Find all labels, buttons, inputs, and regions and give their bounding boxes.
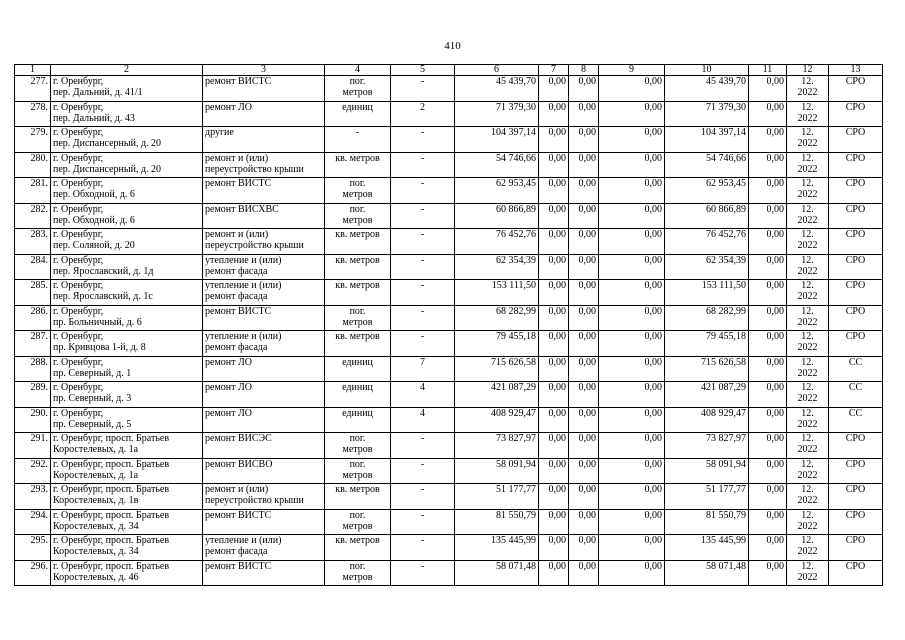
cell-col-12: 12. 2022	[787, 458, 829, 484]
cell-col-7: 0,00	[539, 76, 569, 102]
cell-col-13: СРО	[829, 509, 883, 535]
cell-col-12: 12. 2022	[787, 382, 829, 408]
cell-col-8: 0,00	[569, 152, 599, 178]
table-row	[15, 280, 883, 306]
cell-col-10: 76 452,76	[665, 229, 749, 255]
cell-col-6: 73 827,97	[455, 433, 539, 459]
cell-col-9: 0,00	[599, 127, 665, 153]
cell-col-11: 0,00	[749, 560, 787, 586]
cell-col-7: 0,00	[539, 127, 569, 153]
cell-col-13: СРО	[829, 484, 883, 510]
cell-col-6: 71 379,30	[455, 101, 539, 127]
cell-col-11: 0,00	[749, 407, 787, 433]
cell-col-12: 12. 2022	[787, 509, 829, 535]
cell-col-10: 62 953,45	[665, 178, 749, 204]
cell-col-1: 277.	[15, 76, 51, 102]
cell-col-3: утепление и (или) ремонт фасада	[203, 535, 325, 561]
cell-col-1: 288.	[15, 356, 51, 382]
cell-col-5: -	[391, 254, 455, 280]
column-header-9: 9	[599, 65, 665, 76]
cell-col-5: -	[391, 203, 455, 229]
cell-col-5: -	[391, 152, 455, 178]
cell-col-1: 294.	[15, 509, 51, 535]
cell-col-2: г. Оренбург, пр. Северный, д. 5	[51, 407, 203, 433]
cell-col-1: 279.	[15, 127, 51, 153]
cell-col-12: 12. 2022	[787, 331, 829, 357]
cell-col-1: 296.	[15, 560, 51, 586]
column-header-12: 12	[787, 65, 829, 76]
cell-col-6: 76 452,76	[455, 229, 539, 255]
cell-col-12: 12. 2022	[787, 76, 829, 102]
cell-col-8: 0,00	[569, 484, 599, 510]
cell-col-10: 408 929,47	[665, 407, 749, 433]
cell-col-13: СРО	[829, 560, 883, 586]
cell-col-2: г. Оренбург, пер. Ярославский, д. 1д	[51, 254, 203, 280]
cell-col-1: 280.	[15, 152, 51, 178]
cell-col-12: 12. 2022	[787, 280, 829, 306]
cell-col-1: 285.	[15, 280, 51, 306]
cell-col-3: ремонт и (или) переустройство крыши	[203, 152, 325, 178]
cell-col-4: пог. метров	[325, 509, 391, 535]
cell-col-3: утепление и (или) ремонт фасада	[203, 280, 325, 306]
cell-col-10: 153 111,50	[665, 280, 749, 306]
cell-col-11: 0,00	[749, 280, 787, 306]
column-header-1: 1	[15, 65, 51, 76]
cell-col-7: 0,00	[539, 101, 569, 127]
cell-col-3: ремонт ЛО	[203, 356, 325, 382]
cell-col-2: г. Оренбург, просп. Братьев Коростелевых, д. 1а	[51, 433, 203, 459]
column-header-10: 10	[665, 65, 749, 76]
cell-col-11: 0,00	[749, 331, 787, 357]
cell-col-5: -	[391, 229, 455, 255]
table-row	[15, 152, 883, 178]
cell-col-13: СРО	[829, 178, 883, 204]
cell-col-11: 0,00	[749, 433, 787, 459]
cell-col-5: -	[391, 509, 455, 535]
cell-col-9: 0,00	[599, 509, 665, 535]
cell-col-7: 0,00	[539, 382, 569, 408]
cell-col-5: -	[391, 535, 455, 561]
cell-col-7: 0,00	[539, 356, 569, 382]
column-header-3: 3	[203, 65, 325, 76]
cell-col-2: г. Оренбург, пр. Больничный, д. 6	[51, 305, 203, 331]
cell-col-12: 12. 2022	[787, 433, 829, 459]
cell-col-4: единиц	[325, 356, 391, 382]
cell-col-5: 2	[391, 101, 455, 127]
cell-col-9: 0,00	[599, 560, 665, 586]
cell-col-8: 0,00	[569, 254, 599, 280]
table-row	[15, 331, 883, 357]
cell-col-9: 0,00	[599, 433, 665, 459]
cell-col-9: 0,00	[599, 101, 665, 127]
cell-col-11: 0,00	[749, 484, 787, 510]
cell-col-7: 0,00	[539, 305, 569, 331]
cell-col-4: кв. метров	[325, 254, 391, 280]
column-header-6: 6	[455, 65, 539, 76]
cell-col-6: 715 626,58	[455, 356, 539, 382]
cell-col-8: 0,00	[569, 203, 599, 229]
table-row	[15, 433, 883, 459]
cell-col-9: 0,00	[599, 407, 665, 433]
cell-col-1: 295.	[15, 535, 51, 561]
cell-col-4: кв. метров	[325, 229, 391, 255]
cell-col-9: 0,00	[599, 305, 665, 331]
cell-col-2: г. Оренбург, пр. Северный, д. 3	[51, 382, 203, 408]
cell-col-8: 0,00	[569, 407, 599, 433]
cell-col-3: ремонт ВИСТС	[203, 560, 325, 586]
cell-col-11: 0,00	[749, 458, 787, 484]
cell-col-13: СРО	[829, 76, 883, 102]
cell-col-2: г. Оренбург, пер. Дальний, д. 41/1	[51, 76, 203, 102]
cell-col-7: 0,00	[539, 509, 569, 535]
column-number-row	[15, 65, 883, 76]
cell-col-3: ремонт ВИСТС	[203, 509, 325, 535]
column-header-8: 8	[569, 65, 599, 76]
cell-col-8: 0,00	[569, 101, 599, 127]
cell-col-6: 54 746,66	[455, 152, 539, 178]
cell-col-1: 287.	[15, 331, 51, 357]
cell-col-4: единиц	[325, 101, 391, 127]
cell-col-5: -	[391, 331, 455, 357]
cell-col-1: 281.	[15, 178, 51, 204]
repair-register-table	[14, 64, 883, 586]
table-row	[15, 305, 883, 331]
cell-col-3: ремонт ЛО	[203, 382, 325, 408]
cell-col-7: 0,00	[539, 178, 569, 204]
cell-col-6: 135 445,99	[455, 535, 539, 561]
cell-col-4: пог. метров	[325, 458, 391, 484]
cell-col-10: 62 354,39	[665, 254, 749, 280]
cell-col-6: 79 455,18	[455, 331, 539, 357]
cell-col-5: 4	[391, 382, 455, 408]
cell-col-3: другие	[203, 127, 325, 153]
cell-col-13: СРО	[829, 433, 883, 459]
cell-col-8: 0,00	[569, 305, 599, 331]
cell-col-8: 0,00	[569, 356, 599, 382]
cell-col-4: пог. метров	[325, 76, 391, 102]
cell-col-5: -	[391, 433, 455, 459]
cell-col-10: 60 866,89	[665, 203, 749, 229]
cell-col-13: СРО	[829, 152, 883, 178]
cell-col-6: 62 953,45	[455, 178, 539, 204]
cell-col-6: 58 091,94	[455, 458, 539, 484]
cell-col-11: 0,00	[749, 229, 787, 255]
cell-col-3: ремонт ВИСЭС	[203, 433, 325, 459]
cell-col-9: 0,00	[599, 382, 665, 408]
cell-col-6: 68 282,99	[455, 305, 539, 331]
column-header-13: 13	[829, 65, 883, 76]
table-body	[15, 76, 883, 586]
cell-col-12: 12. 2022	[787, 407, 829, 433]
cell-col-8: 0,00	[569, 535, 599, 561]
cell-col-13: СС	[829, 382, 883, 408]
cell-col-13: СС	[829, 356, 883, 382]
cell-col-7: 0,00	[539, 254, 569, 280]
cell-col-13: СРО	[829, 458, 883, 484]
table-row	[15, 203, 883, 229]
cell-col-12: 12. 2022	[787, 356, 829, 382]
cell-col-11: 0,00	[749, 382, 787, 408]
cell-col-2: г. Оренбург, пер. Соляной, д. 20	[51, 229, 203, 255]
cell-col-13: СРО	[829, 331, 883, 357]
cell-col-4: кв. метров	[325, 331, 391, 357]
column-header-7: 7	[539, 65, 569, 76]
cell-col-12: 12. 2022	[787, 203, 829, 229]
cell-col-7: 0,00	[539, 407, 569, 433]
cell-col-8: 0,00	[569, 331, 599, 357]
cell-col-6: 408 929,47	[455, 407, 539, 433]
cell-col-12: 12. 2022	[787, 101, 829, 127]
cell-col-4: пог. метров	[325, 433, 391, 459]
cell-col-11: 0,00	[749, 76, 787, 102]
cell-col-10: 715 626,58	[665, 356, 749, 382]
cell-col-1: 284.	[15, 254, 51, 280]
cell-col-4: -	[325, 127, 391, 153]
cell-col-13: СРО	[829, 280, 883, 306]
cell-col-11: 0,00	[749, 254, 787, 280]
cell-col-7: 0,00	[539, 203, 569, 229]
table-row	[15, 458, 883, 484]
cell-col-13: СРО	[829, 535, 883, 561]
cell-col-1: 291.	[15, 433, 51, 459]
cell-col-2: г. Оренбург, просп. Братьев Коростелевых, д. 1в	[51, 484, 203, 510]
cell-col-3: ремонт ВИСВО	[203, 458, 325, 484]
cell-col-2: г. Оренбург, просп. Братьев Коростелевых, д. 34	[51, 509, 203, 535]
cell-col-2: г. Оренбург, просп. Братьев Коростелевых, д. 34	[51, 535, 203, 561]
cell-col-8: 0,00	[569, 382, 599, 408]
cell-col-5: -	[391, 76, 455, 102]
cell-col-6: 45 439,70	[455, 76, 539, 102]
cell-col-10: 421 087,29	[665, 382, 749, 408]
cell-col-7: 0,00	[539, 484, 569, 510]
cell-col-4: пог. метров	[325, 560, 391, 586]
cell-col-10: 58 091,94	[665, 458, 749, 484]
cell-col-5: 7	[391, 356, 455, 382]
cell-col-11: 0,00	[749, 101, 787, 127]
cell-col-2: г. Оренбург, пер. Дальний, д. 43	[51, 101, 203, 127]
cell-col-3: ремонт и (или) переустройство крыши	[203, 229, 325, 255]
cell-col-4: кв. метров	[325, 152, 391, 178]
cell-col-9: 0,00	[599, 484, 665, 510]
cell-col-10: 135 445,99	[665, 535, 749, 561]
cell-col-11: 0,00	[749, 509, 787, 535]
cell-col-10: 68 282,99	[665, 305, 749, 331]
cell-col-7: 0,00	[539, 152, 569, 178]
cell-col-12: 12. 2022	[787, 484, 829, 510]
cell-col-9: 0,00	[599, 356, 665, 382]
cell-col-10: 51 177,77	[665, 484, 749, 510]
cell-col-7: 0,00	[539, 560, 569, 586]
cell-col-3: ремонт ВИСТС	[203, 76, 325, 102]
column-header-11: 11	[749, 65, 787, 76]
cell-col-3: ремонт ЛО	[203, 407, 325, 433]
cell-col-8: 0,00	[569, 229, 599, 255]
column-header-5: 5	[391, 65, 455, 76]
cell-col-9: 0,00	[599, 152, 665, 178]
cell-col-12: 12. 2022	[787, 254, 829, 280]
cell-col-1: 283.	[15, 229, 51, 255]
cell-col-10: 79 455,18	[665, 331, 749, 357]
cell-col-6: 58 071,48	[455, 560, 539, 586]
table-row	[15, 101, 883, 127]
cell-col-3: ремонт и (или) переустройство крыши	[203, 484, 325, 510]
cell-col-2: г. Оренбург, пер. Диспансерный, д. 20	[51, 127, 203, 153]
cell-col-13: СРО	[829, 203, 883, 229]
cell-col-9: 0,00	[599, 178, 665, 204]
cell-col-4: пог. метров	[325, 203, 391, 229]
cell-col-10: 71 379,30	[665, 101, 749, 127]
cell-col-8: 0,00	[569, 178, 599, 204]
cell-col-1: 282.	[15, 203, 51, 229]
cell-col-6: 81 550,79	[455, 509, 539, 535]
cell-col-13: СРО	[829, 305, 883, 331]
cell-col-12: 12. 2022	[787, 127, 829, 153]
table-row	[15, 382, 883, 408]
cell-col-7: 0,00	[539, 331, 569, 357]
cell-col-1: 286.	[15, 305, 51, 331]
cell-col-5: -	[391, 280, 455, 306]
cell-col-9: 0,00	[599, 254, 665, 280]
cell-col-7: 0,00	[539, 458, 569, 484]
table-row	[15, 356, 883, 382]
cell-col-12: 12. 2022	[787, 152, 829, 178]
cell-col-9: 0,00	[599, 76, 665, 102]
cell-col-6: 60 866,89	[455, 203, 539, 229]
cell-col-11: 0,00	[749, 203, 787, 229]
table-row	[15, 254, 883, 280]
cell-col-4: кв. метров	[325, 535, 391, 561]
cell-col-5: 4	[391, 407, 455, 433]
cell-col-11: 0,00	[749, 127, 787, 153]
cell-col-11: 0,00	[749, 305, 787, 331]
table-row	[15, 229, 883, 255]
cell-col-12: 12. 2022	[787, 560, 829, 586]
cell-col-2: г. Оренбург, пр. Кривцова 1-й, д. 8	[51, 331, 203, 357]
cell-col-3: утепление и (или) ремонт фасада	[203, 331, 325, 357]
cell-col-6: 421 087,29	[455, 382, 539, 408]
cell-col-13: СРО	[829, 101, 883, 127]
cell-col-2: г. Оренбург, пр. Северный, д. 1	[51, 356, 203, 382]
cell-col-7: 0,00	[539, 535, 569, 561]
table-row	[15, 535, 883, 561]
cell-col-12: 12. 2022	[787, 535, 829, 561]
cell-col-8: 0,00	[569, 280, 599, 306]
cell-col-3: ремонт ВИСХВС	[203, 203, 325, 229]
cell-col-7: 0,00	[539, 229, 569, 255]
cell-col-2: г. Оренбург, пер. Обходной, д. 6	[51, 178, 203, 204]
cell-col-10: 54 746,66	[665, 152, 749, 178]
cell-col-6: 51 177,77	[455, 484, 539, 510]
cell-col-11: 0,00	[749, 152, 787, 178]
cell-col-8: 0,00	[569, 560, 599, 586]
cell-col-5: -	[391, 127, 455, 153]
cell-col-4: кв. метров	[325, 280, 391, 306]
cell-col-9: 0,00	[599, 280, 665, 306]
table-row	[15, 76, 883, 102]
table-row	[15, 484, 883, 510]
cell-col-9: 0,00	[599, 331, 665, 357]
cell-col-12: 12. 2022	[787, 229, 829, 255]
cell-col-2: г. Оренбург, пер. Обходной, д. 6	[51, 203, 203, 229]
cell-col-3: утепление и (или) ремонт фасада	[203, 254, 325, 280]
cell-col-3: ремонт ЛО	[203, 101, 325, 127]
cell-col-7: 0,00	[539, 280, 569, 306]
table-row	[15, 127, 883, 153]
cell-col-6: 62 354,39	[455, 254, 539, 280]
table-row	[15, 407, 883, 433]
cell-col-6: 153 111,50	[455, 280, 539, 306]
cell-col-9: 0,00	[599, 535, 665, 561]
column-header-2: 2	[51, 65, 203, 76]
cell-col-10: 104 397,14	[665, 127, 749, 153]
cell-col-4: кв. метров	[325, 484, 391, 510]
cell-col-9: 0,00	[599, 229, 665, 255]
cell-col-10: 81 550,79	[665, 509, 749, 535]
cell-col-2: г. Оренбург, просп. Братьев Коростелевых, д. 46	[51, 560, 203, 586]
cell-col-1: 289.	[15, 382, 51, 408]
table-row	[15, 178, 883, 204]
cell-col-11: 0,00	[749, 178, 787, 204]
cell-col-13: СС	[829, 407, 883, 433]
cell-col-11: 0,00	[749, 535, 787, 561]
cell-col-1: 292.	[15, 458, 51, 484]
cell-col-4: единиц	[325, 382, 391, 408]
cell-col-2: г. Оренбург, пер. Ярославский, д. 1с	[51, 280, 203, 306]
cell-col-3: ремонт ВИСТС	[203, 305, 325, 331]
cell-col-1: 278.	[15, 101, 51, 127]
cell-col-11: 0,00	[749, 356, 787, 382]
cell-col-5: -	[391, 178, 455, 204]
cell-col-6: 104 397,14	[455, 127, 539, 153]
cell-col-4: пог. метров	[325, 178, 391, 204]
cell-col-8: 0,00	[569, 433, 599, 459]
cell-col-3: ремонт ВИСТС	[203, 178, 325, 204]
cell-col-5: -	[391, 305, 455, 331]
cell-col-13: СРО	[829, 229, 883, 255]
cell-col-4: пог. метров	[325, 305, 391, 331]
cell-col-5: -	[391, 458, 455, 484]
cell-col-1: 290.	[15, 407, 51, 433]
cell-col-12: 12. 2022	[787, 305, 829, 331]
cell-col-9: 0,00	[599, 203, 665, 229]
table-row	[15, 509, 883, 535]
cell-col-2: г. Оренбург, пер. Диспансерный, д. 20	[51, 152, 203, 178]
cell-col-10: 45 439,70	[665, 76, 749, 102]
cell-col-8: 0,00	[569, 458, 599, 484]
cell-col-1: 293.	[15, 484, 51, 510]
cell-col-12: 12. 2022	[787, 178, 829, 204]
cell-col-5: -	[391, 560, 455, 586]
cell-col-4: единиц	[325, 407, 391, 433]
cell-col-9: 0,00	[599, 458, 665, 484]
cell-col-13: СРО	[829, 254, 883, 280]
cell-col-7: 0,00	[539, 433, 569, 459]
cell-col-5: -	[391, 484, 455, 510]
cell-col-10: 58 071,48	[665, 560, 749, 586]
cell-col-13: СРО	[829, 127, 883, 153]
column-header-4: 4	[325, 65, 391, 76]
table-row	[15, 560, 883, 586]
page-number: 410	[444, 40, 461, 52]
cell-col-8: 0,00	[569, 76, 599, 102]
cell-col-8: 0,00	[569, 127, 599, 153]
cell-col-8: 0,00	[569, 509, 599, 535]
cell-col-2: г. Оренбург, просп. Братьев Коростелевых, д. 1а	[51, 458, 203, 484]
cell-col-10: 73 827,97	[665, 433, 749, 459]
